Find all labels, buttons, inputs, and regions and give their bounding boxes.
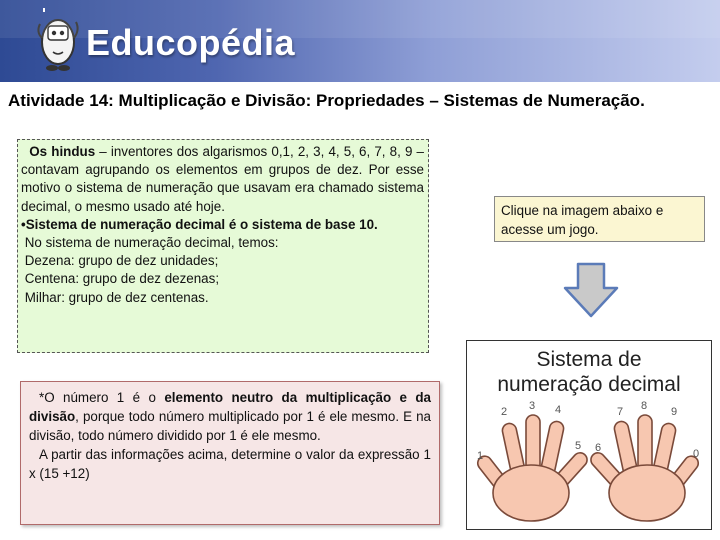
- game-title-line2: numeração decimal: [497, 373, 681, 396]
- finger-number: 9: [671, 406, 678, 418]
- info-text: No sistema de numeração decimal, temos:: [24, 235, 279, 251]
- game-link-image[interactable]: [466, 340, 712, 530]
- finger-number: 2: [501, 406, 508, 418]
- header-banner: [0, 0, 720, 82]
- info-box: [17, 139, 429, 353]
- finger-number: 5: [575, 440, 582, 452]
- computer-mascot-icon: [34, 8, 84, 74]
- exercise-paragraph: [29, 388, 431, 445]
- finger-number: 4: [555, 404, 562, 416]
- finger-number: 7: [617, 406, 624, 418]
- finger-number: 1: [477, 450, 484, 462]
- exercise-question-text: A partir das informações acima, determine o valor da expressão 1 x (15 +12): [29, 447, 431, 481]
- info-text: Centena: grupo de dez dezenas;: [24, 271, 220, 287]
- educopedia-logo: Educopédia: [86, 22, 296, 63]
- exercise-intro: *O número 1 é o: [39, 390, 165, 405]
- finger-number: 8: [641, 401, 648, 412]
- hint-box: Clique na imagem abaixo e acesse um jogo.: [494, 196, 705, 242]
- game-title-line1: Sistema de: [536, 348, 642, 371]
- hands-counting-icon: [471, 401, 707, 525]
- info-text: Dezena: grupo de dez unidades;: [24, 253, 219, 269]
- info-paragraph: [21, 252, 424, 270]
- info-paragraph: [21, 289, 424, 307]
- down-arrow-icon: [562, 262, 620, 318]
- info-text: – inventores dos algarismos 0,1, 2, 3, 4, 5, 6, 7, 8, 9 – contavam agrupando os elementos em grupos de dez. Por esse motivo o sistema de numeração que usavam era chamado sistema decimal, o mesmo usado até hoje.: [21, 144, 424, 214]
- exercise-question: [29, 445, 431, 483]
- info-paragraph: [21, 234, 424, 252]
- info-paragraph: [21, 143, 424, 216]
- game-title: [467, 347, 711, 397]
- exercise-bold: elemento neutro da multiplicação e da divisão: [29, 390, 431, 424]
- exercise-text: , porque todo número multiplicado por 1 é ele mesmo. E na divisão, todo número dividido por 1 é ele mesmo.: [29, 409, 431, 443]
- finger-number: 3: [529, 401, 536, 412]
- info-bold: Os hindus: [29, 144, 96, 159]
- page-title: Atividade 14: Multiplicação e Divisão: Propriedades – Sistemas de Numeração.: [8, 91, 645, 110]
- info-bold: •Sistema de numeração decimal é o sistema de base 10.: [21, 216, 378, 232]
- info-paragraph: [21, 270, 424, 288]
- exercise-box: [20, 381, 440, 525]
- info-paragraph: [21, 216, 424, 234]
- finger-number: 0: [693, 448, 700, 460]
- finger-number: 6: [595, 442, 602, 454]
- info-text: Milhar: grupo de dez centenas.: [24, 289, 209, 305]
